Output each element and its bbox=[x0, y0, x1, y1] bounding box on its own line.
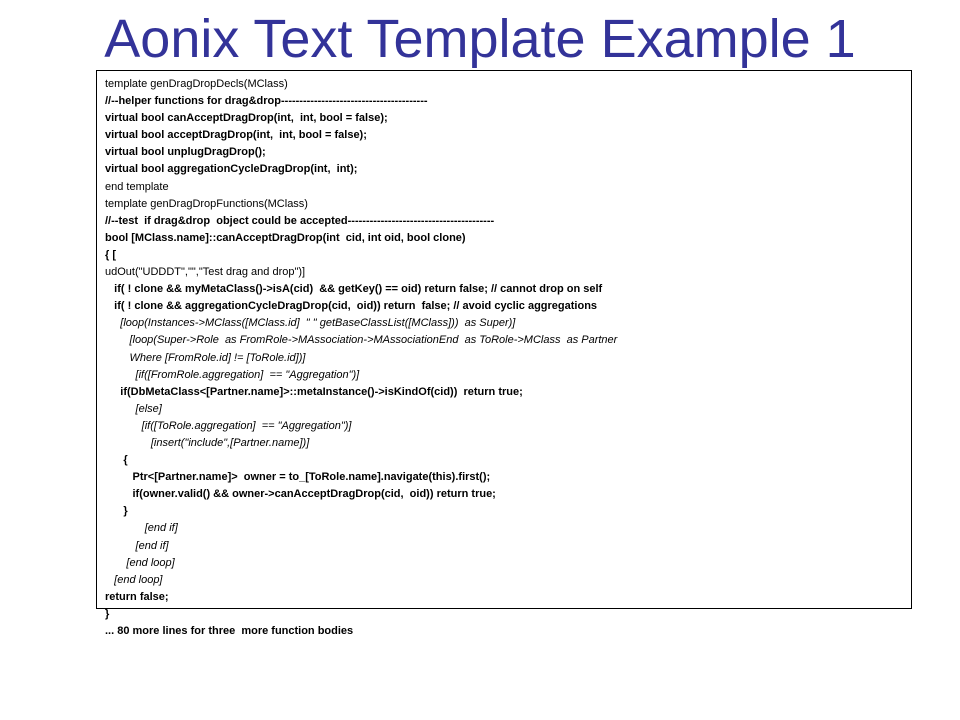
code-line: virtual bool unplugDragDrop(); bbox=[105, 146, 266, 159]
code-line: [else] bbox=[105, 402, 162, 415]
code-line: { [ bbox=[105, 248, 116, 261]
code-line: } bbox=[105, 505, 128, 518]
code-line: end template bbox=[105, 180, 169, 193]
code-line: [end if] bbox=[105, 539, 169, 552]
code-listing bbox=[96, 70, 912, 637]
code-line: virtual bool aggregationCycleDragDrop(int, int); bbox=[105, 163, 358, 176]
code-line: if( ! clone && myMetaClass()->isA(cid) && getKey() == oid) return false; // cannot drop on self bbox=[105, 283, 603, 296]
code-line: return false; bbox=[105, 590, 169, 603]
code-line: virtual bool canAcceptDragDrop(int, int, bool = false); bbox=[105, 112, 388, 125]
code-line: { bbox=[105, 454, 128, 467]
code-line: [insert("include",[Partner.name])] bbox=[105, 436, 310, 449]
code-line: [loop(Super->Role as FromRole->MAssociation->MAssociationEnd as ToRole->MClass as Partner bbox=[105, 334, 618, 347]
code-line: [end loop] bbox=[105, 573, 163, 586]
code-line: if(owner.valid() && owner->canAcceptDragDrop(cid, oid)) return true; bbox=[105, 488, 496, 501]
code-line: [end if] bbox=[105, 522, 178, 535]
code-line: if(DbMetaClass<[Partner.name]>::metaInstance()->isKindOf(cid)) return true; bbox=[105, 385, 523, 398]
code-line: template genDragDropDecls(MClass) bbox=[105, 78, 288, 90]
code-line: } bbox=[105, 607, 110, 620]
code-line: [if([FromRole.aggregation] == "Aggregation")] bbox=[105, 368, 360, 381]
code-line: bool [MClass.name]::canAcceptDragDrop(int cid, int oid, bool clone) bbox=[105, 231, 466, 244]
code-line: Where [FromRole.id] != [ToRole.id])] bbox=[105, 351, 306, 364]
code-line: Ptr<[Partner.name]> owner = to_[ToRole.name].navigate(this).first(); bbox=[105, 471, 491, 484]
code-line: template genDragDropFunctions(MClass) bbox=[105, 197, 308, 210]
code-line: ... 80 more lines for three more function bodies bbox=[105, 625, 354, 637]
code-line: //--helper functions for drag&drop---------------------------------------- bbox=[105, 95, 428, 108]
code-line: virtual bool acceptDragDrop(int, int, bool = false); bbox=[105, 129, 367, 142]
code-line: udOut("UDDDT","","Test drag and drop")] bbox=[105, 266, 306, 279]
code-line: [loop(Instances->MClass([MClass.id] " " getBaseClassList([MClass])) as Super)] bbox=[105, 317, 516, 330]
slide-title: Aonix Text Template Example 1 bbox=[104, 9, 856, 69]
code-line: if( ! clone && aggregationCycleDragDrop(cid, oid)) return false; // avoid cyclic aggregations bbox=[105, 300, 598, 313]
code-line: //--test if drag&drop object could be accepted---------------------------------------- bbox=[105, 214, 495, 227]
code-line: [if([ToRole.aggregation] == "Aggregation")] bbox=[105, 419, 352, 432]
code-line: [end loop] bbox=[105, 556, 175, 569]
